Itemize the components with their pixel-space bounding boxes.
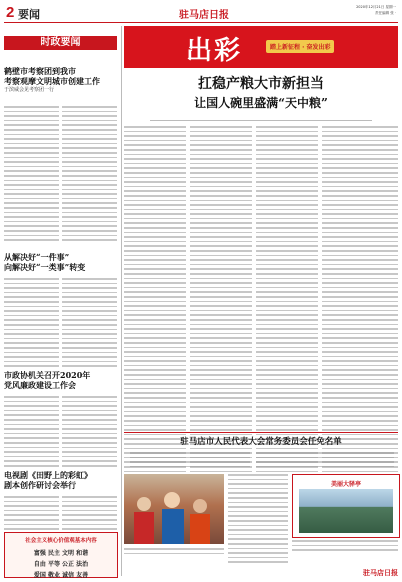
- article-1-title: 鹤壁市考察团到我市: [4, 66, 76, 76]
- photo-box: [292, 474, 400, 538]
- feature-headline-1: 扛稳产粮大市新担当: [198, 76, 324, 92]
- article-3-title: 市政协机关召开2020年: [4, 370, 91, 380]
- news-photo: [124, 474, 224, 544]
- photo-box-caption: 美丽大驿亭: [330, 481, 361, 488]
- photo-box-image: [299, 489, 393, 533]
- feature-body-col-3: [256, 126, 318, 475]
- article-2-title: 从解决好“一件事”: [4, 252, 70, 262]
- feature-banner: [124, 26, 398, 68]
- article-3-body: [4, 396, 59, 470]
- article-1: [4, 66, 117, 94]
- feature-banner-big: 出彩: [186, 36, 243, 66]
- feature-body-col-2: [190, 126, 252, 475]
- article-4-subtitle: 剧本创作研讨会举行: [4, 480, 76, 490]
- article-3-subtitle: 党风廉政建设工作会: [4, 380, 76, 390]
- editor-line: 责任编辑 张 ·: [375, 11, 396, 15]
- footer-logo: 驻马店日报: [363, 568, 398, 577]
- core-values-line-3: 爱国 敬业 诚信 友善: [33, 572, 89, 579]
- feature-body-col-1: [124, 126, 186, 475]
- page-header: [4, 4, 398, 23]
- photo-box-body: [292, 540, 398, 554]
- feature-body-col-4: [322, 126, 398, 475]
- section-name: 要闻: [18, 8, 40, 21]
- core-values-line-2: 自由 平等 公正 法治: [33, 561, 89, 568]
- article-1-subtitle: 考察观摩文明城市创建工作: [4, 76, 100, 86]
- notice-title: 驻马店市人民代表大会常务委员会任免名单: [180, 437, 342, 447]
- section-banner: [4, 36, 117, 50]
- core-values-title: 社会主义核心价值观基本内容: [25, 538, 97, 544]
- section-banner-label: 时政要闻: [40, 37, 81, 48]
- notice-body-1: [130, 452, 250, 470]
- page-number: 2: [6, 4, 15, 21]
- core-values-box: [4, 532, 118, 578]
- column-divider: [121, 26, 122, 576]
- article-2-body: [4, 278, 59, 370]
- photo-caption-text: [124, 548, 224, 557]
- core-values-line-1: 富强 民主 文明 和谐: [33, 550, 89, 557]
- article-3: [4, 370, 117, 390]
- article-2-body-col2: [62, 278, 117, 370]
- left-column: [4, 24, 118, 580]
- article-1-subtitle-2: 于滨威会见考察团一行: [4, 87, 55, 93]
- article-4: [4, 470, 117, 490]
- article-3-body-col2: [62, 396, 117, 470]
- feature-banner-small: 踏上新征程 · 奋发出彩: [266, 40, 334, 53]
- notice-rule-top: [124, 432, 398, 433]
- article-1-body: [4, 106, 59, 244]
- feature-headline-2: 让国人碗里盛满“天中粮”: [194, 96, 328, 110]
- notice-body-2: [256, 452, 394, 470]
- article-2: [4, 252, 117, 272]
- paper-logo: 驻马店日报: [179, 10, 229, 21]
- headline-rule: [150, 120, 372, 121]
- article-1-body-col2: [62, 106, 117, 244]
- middle-body: [228, 474, 288, 566]
- article-4-title: 电视剧《田野上的彩虹》: [4, 470, 92, 480]
- article-2-subtitle: 向解决好“一类事”转变: [4, 262, 86, 272]
- photo-crowd-illustration: [124, 474, 224, 544]
- date-line: 2020年12月21日 星期一: [356, 5, 396, 9]
